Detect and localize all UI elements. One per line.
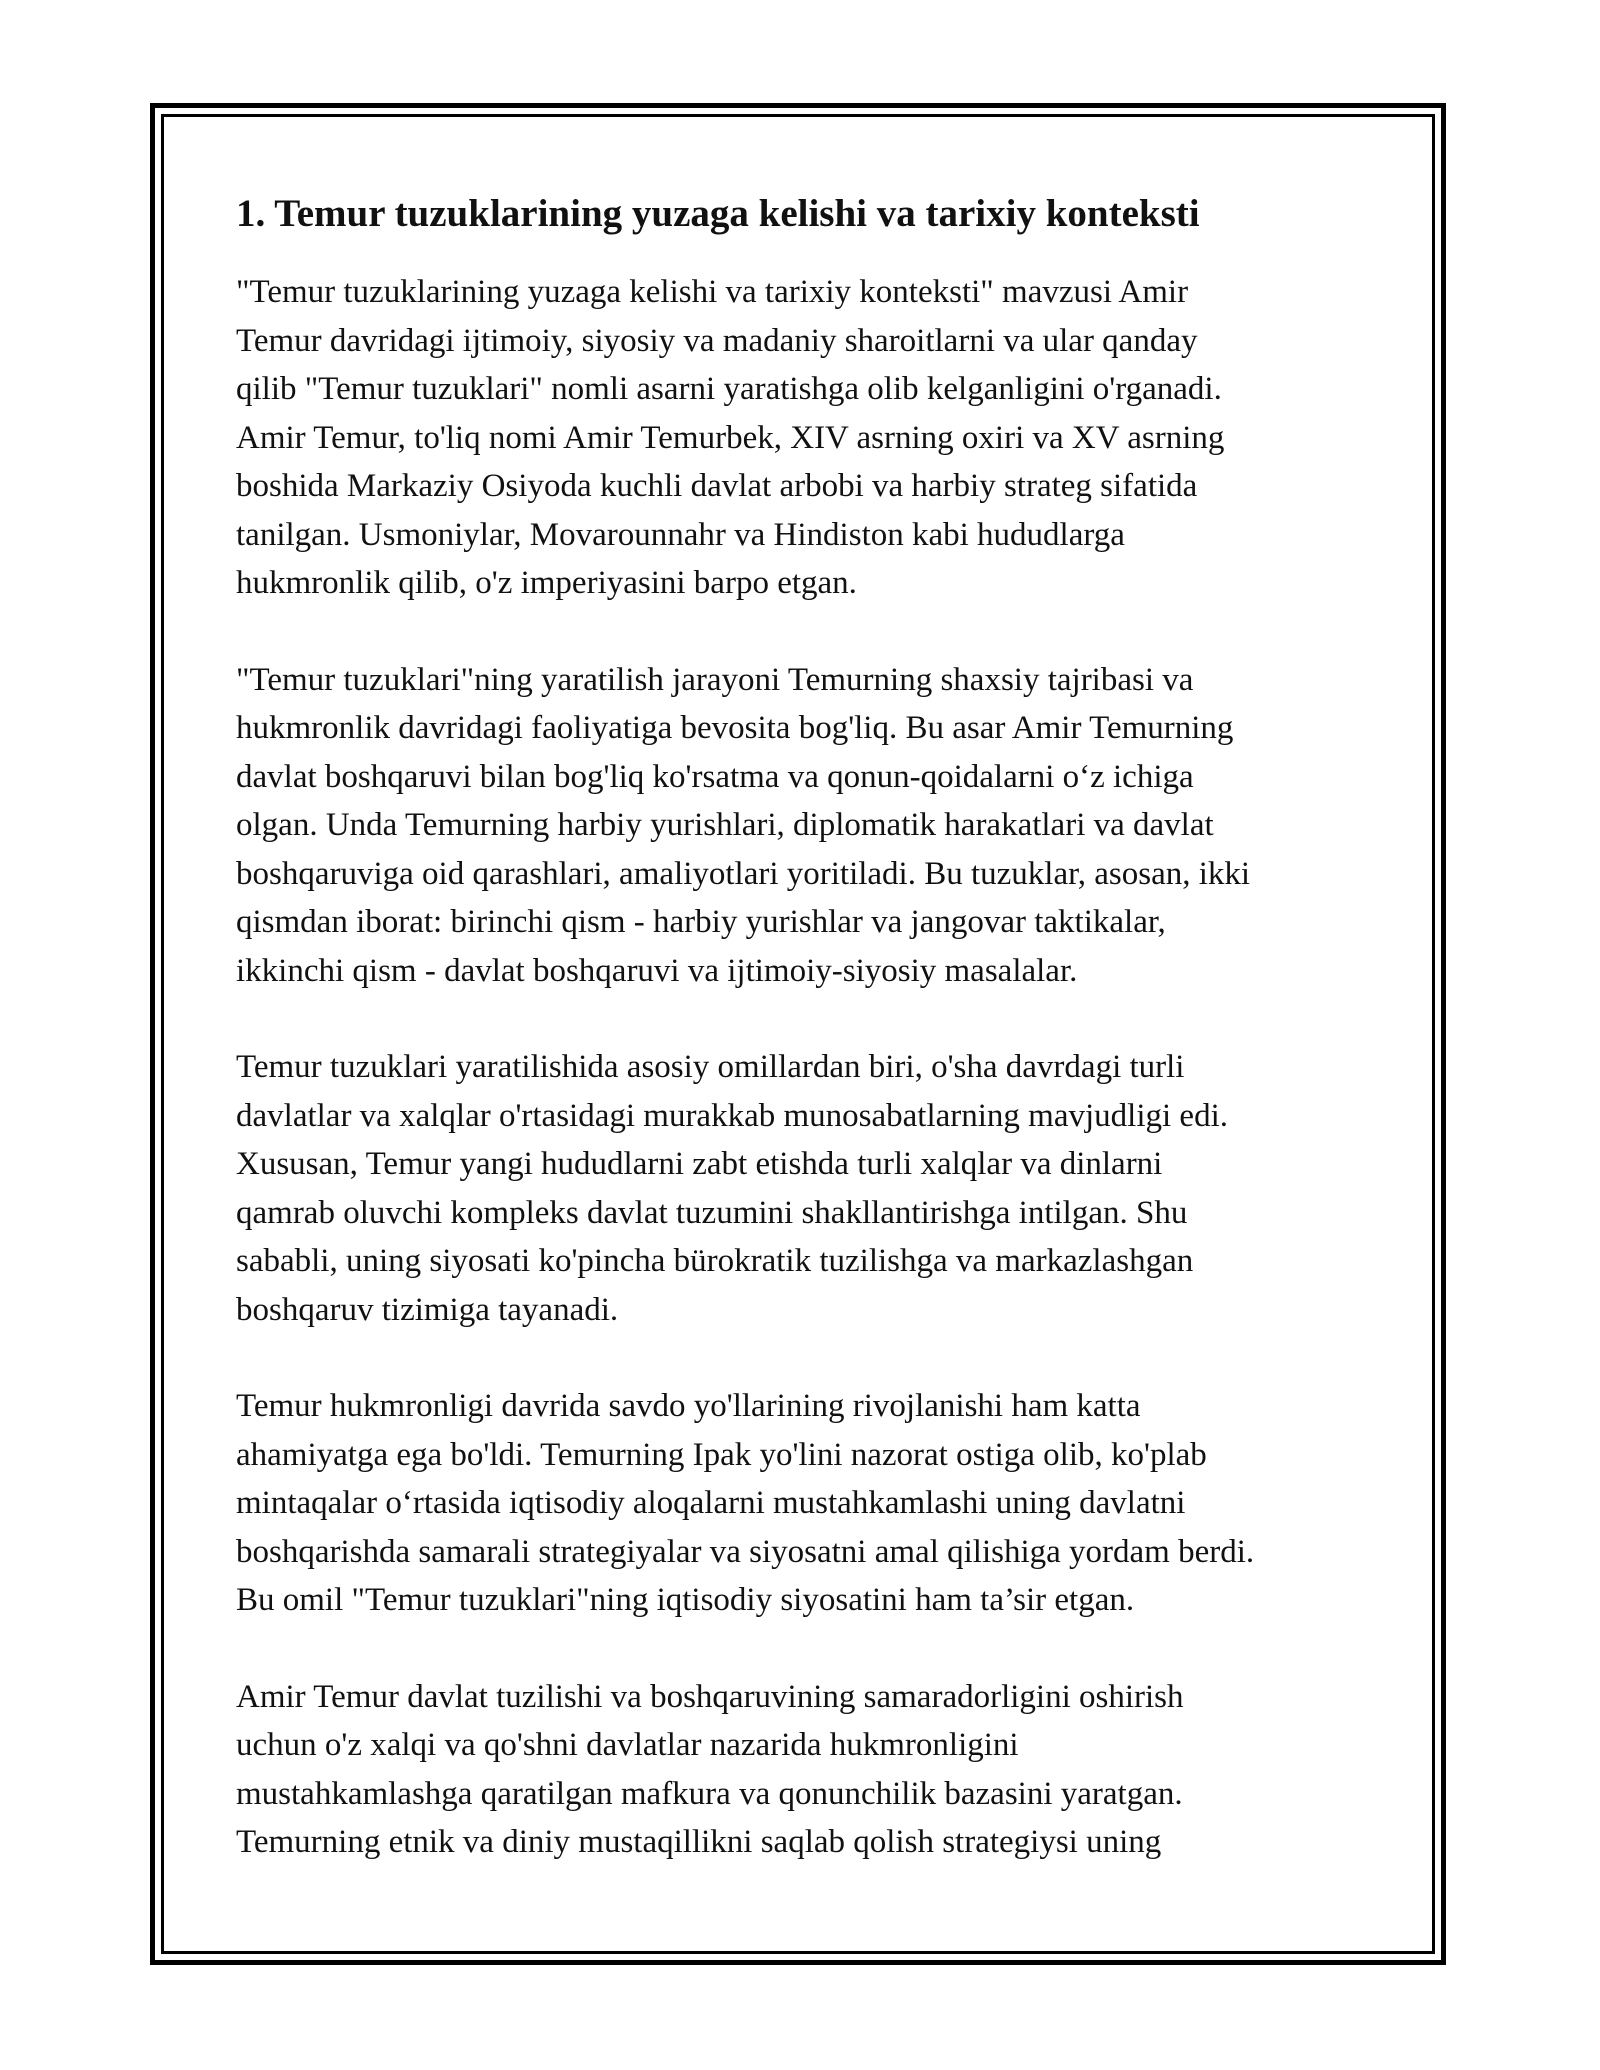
text-line: qilib "Temur tuzuklari" nomli asarni yaratishga olib kelganligini o'rganadi.	[236, 371, 1222, 407]
text-line: hukmronlik davridagi faoliyatiga bevosita bog'liq. Bu asar Amir Temurning	[236, 710, 1234, 746]
text-line: Temur davridagi ijtimoiy, siyosiy va madaniy sharoitlarni va ular qanday	[236, 322, 1198, 359]
text-line: qismdan iborat: birinchi qism - harbiy yurishlar va jangovar taktikalar,	[236, 904, 1166, 940]
text-line: "Temur tuzuklari"ning yaratilish jarayoni Temurning shaxsiy tajribasi va	[236, 661, 1194, 698]
text-line: Temurning etnik va diniy mustaqillikni saqlab qolish strategiysi uning	[236, 1824, 1162, 1860]
document-body	[236, 186, 1381, 1867]
text-line: qamrab oluvchi kompleks davlat tuzumini shakllantirishga intilgan. Shu	[236, 1194, 1188, 1231]
text-line: tanilgan. Usmoniylar, Movarounnahr va Hindiston kabi hududlarga	[236, 516, 1125, 553]
paragraph-5	[236, 1673, 1381, 1867]
text-line: boshqaruv tizimiga tayanadi.	[236, 1291, 619, 1328]
text-line: ikkinchi qism - davlat boshqaruvi va ijtimoiy-siyosiy masalalar.	[236, 952, 1078, 989]
paragraph-3	[236, 1043, 1381, 1334]
paragraph-2	[236, 656, 1381, 996]
text-line: Amir Temur, to'liq nomi Amir Temurbek, XIV asrning oxiri va XV asrning	[236, 419, 1225, 456]
text-line: davlatlar va xalqlar o'rtasidagi murakkab munosabatlarning mavjudligi edi.	[236, 1097, 1228, 1134]
text-line: ahamiyatga ega bo'ldi. Temurning Ipak yo'lini nazorat ostiga olib, ko'plab	[236, 1436, 1207, 1473]
text-line: hukmronlik qilib, o'z imperiyasini barpo etgan.	[236, 565, 857, 601]
text-line: Temur hukmronligi davrida savdo yo'llarining rivojlanishi ham katta	[236, 1388, 1141, 1424]
text-line: uchun o'z xalqi va qo'shni davlatlar nazarida hukmronligini	[236, 1727, 1019, 1763]
text-line: davlat boshqaruvi bilan bog'liq ko'rsatma va qonun-qoidalarni o‘z ichiga	[236, 758, 1194, 795]
text-line: boshqarishda samarali strategiyalar va siyosatni amal qilishiga yordam berdi.	[236, 1533, 1255, 1570]
text-line: Amir Temur davlat tuzilishi va boshqaruvining samaradorligini oshirish	[236, 1678, 1184, 1715]
text-line: Bu omil "Temur tuzuklari"ning iqtisodiy siyosatini ham ta’sir etgan.	[236, 1582, 1135, 1618]
section-heading: 1. Temur tuzuklarining yuzaga kelishi va tarixiy konteksti	[236, 192, 1200, 235]
text-line: sababli, uning siyosati ko'pincha bürokratik tuzilishga va markazlashgan	[236, 1243, 1194, 1279]
text-line: boshida Markaziy Osiyoda kuchli davlat arbobi va harbiy strateg sifatida	[236, 468, 1198, 504]
paragraph-1	[236, 268, 1381, 608]
text-line: boshqaruviga oid qarashlari, amaliyotlari yoritiladi. Bu tuzuklar, asosan, ikki	[236, 855, 1251, 892]
paragraph-4	[236, 1382, 1381, 1625]
text-line: olgan. Unda Temurning harbiy yurishlari, diplomatik harakatlari va davlat	[236, 807, 1214, 843]
text-line: mintaqalar o‘rtasida iqtisodiy aloqalarni mustahkamlashi uning davlatni	[236, 1485, 1186, 1521]
text-line: "Temur tuzuklarining yuzaga kelishi va tarixiy konteksti" mavzusi Amir	[236, 274, 1189, 310]
text-line: Temur tuzuklari yaratilishida asosiy omillardan biri, o'sha davrdagi turli	[236, 1049, 1185, 1085]
text-line: mustahkamlashga qaratilgan mafkura va qonunchilik bazasini yaratgan.	[236, 1775, 1183, 1812]
text-line: Xususan, Temur yangi hududlarni zabt etishda turli xalqlar va dinlarni	[236, 1146, 1163, 1182]
